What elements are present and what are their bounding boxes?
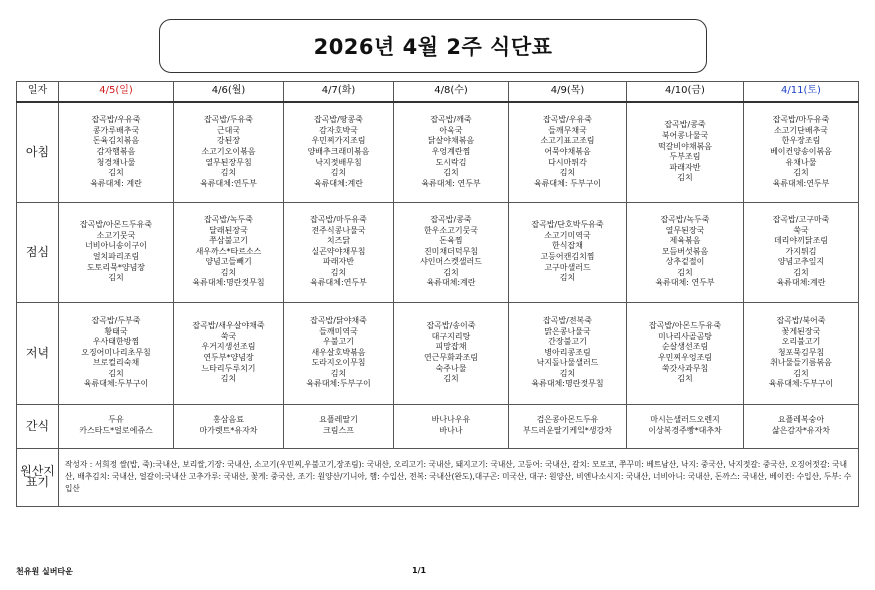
menu-item: 고등어캔김치찜	[540, 252, 595, 261]
menu-item: 잡곡밥/북어죽	[776, 315, 826, 325]
menu-item: 꽃게된장국	[781, 326, 821, 336]
menu-item: 잡곡밥/녹두죽	[660, 214, 710, 224]
menu-item: 쑥국	[220, 331, 237, 341]
menu-item: 모듬버섯볶음	[661, 246, 709, 256]
menu-item: 육류대체:명란젓무침	[192, 278, 265, 288]
menu-item: 잡곡밥/아몬드두유죽	[79, 220, 153, 230]
menu-item: 바나나	[439, 426, 463, 435]
menu-item: 열무된장국	[665, 225, 705, 235]
menu-cell-tue	[284, 202, 394, 302]
menu-table	[16, 81, 859, 507]
menu-item: 잡곡밥/단호박두유죽	[531, 220, 604, 230]
menu-item: 김치	[108, 273, 124, 283]
menu-item: 김치	[559, 168, 576, 178]
menu-item: 느타리두루치기	[201, 363, 256, 373]
menu-item: 한우소고기뭇국	[423, 225, 479, 235]
menu-cell-thu	[509, 202, 627, 302]
menu-cell-fri	[627, 202, 744, 302]
menu-item: 양념고추잎지	[777, 257, 825, 267]
menu-item: 병아리콩조림	[544, 347, 591, 357]
menu-cell-wed	[394, 202, 509, 302]
menu-cell-fri	[627, 404, 744, 448]
menu-cell-sun	[59, 404, 174, 448]
menu-item: 육류대체:계란	[426, 278, 476, 288]
menu-item: 잡곡밥/송이죽	[426, 321, 476, 331]
menu-item: 실곤약야채무침	[311, 246, 366, 256]
menu-item: 근대국	[216, 125, 241, 135]
menu-cell-thu	[509, 302, 627, 404]
menu-item: 아욱국	[439, 125, 463, 135]
menu-item: 소고기미역국	[544, 230, 591, 240]
menu-item: 바나나우유	[431, 415, 471, 425]
menu-cell-mon	[174, 202, 284, 302]
meal-label: 간식	[17, 404, 59, 448]
menu-item: 우거지생선조림	[201, 342, 256, 352]
menu-item: 육류대체:명란젓무침	[531, 379, 604, 389]
menu-item: 잡곡밥/마두유죽	[310, 214, 367, 224]
menu-cell-sat	[744, 102, 859, 202]
menu-item: 소고기표고조림	[540, 136, 595, 146]
menu-item: 우민찌우엉조림	[657, 353, 713, 362]
menu-item: 소고기뭇국	[96, 230, 136, 240]
day-header-fri: 4/10(금)	[627, 82, 744, 103]
menu-item: 크림스프	[323, 426, 354, 435]
menu-item: 소고기오이볶음	[201, 146, 256, 156]
menu-item: 잡곡밥/두유죽	[203, 115, 254, 125]
menu-item: 오리불고기	[781, 337, 821, 347]
menu-item: 대구지리탕	[431, 331, 471, 341]
menu-item: 황태국	[104, 326, 128, 336]
menu-item: 콩가루배추국	[92, 125, 140, 135]
menu-item: 잡곡밥/깨죽	[430, 115, 472, 125]
menu-cell-thu	[509, 102, 627, 202]
menu-cell-wed	[394, 404, 509, 448]
meal-row	[17, 404, 859, 448]
menu-item: 이상복경주빵*대추차	[648, 426, 722, 435]
menu-item: 육류대체: 계란	[90, 178, 142, 188]
menu-item: 김치	[330, 368, 347, 378]
menu-item: 도시락김	[435, 157, 467, 167]
day-header-wed: 4/8(수)	[394, 82, 509, 103]
menu-item: 상추겉절이	[665, 257, 705, 267]
menu-item: 전주식콩나물국	[311, 225, 366, 235]
menu-item: 우엉계란찜	[431, 146, 471, 156]
menu-item: 데리야끼닭조림	[773, 236, 829, 246]
title-box	[159, 19, 707, 73]
menu-item: 육류대체:연두부	[772, 178, 830, 188]
menu-cell-sat	[744, 302, 859, 404]
menu-item: 낙지젓배무침	[315, 157, 362, 167]
menu-item: 간장불고기	[548, 337, 587, 347]
menu-item: 맑은콩나물국	[544, 326, 591, 336]
menu-item: 잡곡밥/두부죽	[91, 315, 141, 325]
menu-item: 쑥갓사과무침	[661, 363, 709, 373]
menu-item: 김치	[330, 267, 347, 277]
menu-item: 낙지돌나물샐러드	[536, 358, 599, 368]
meal-row	[17, 202, 859, 302]
menu-cell-thu	[509, 404, 627, 448]
menu-cell-mon	[174, 302, 284, 404]
meal-body	[17, 102, 859, 448]
menu-cell-tue	[284, 404, 394, 448]
menu-item: 다시마튀각	[548, 157, 587, 167]
menu-item: 양배추크래미볶음	[307, 146, 370, 156]
menu-cell-fri	[627, 102, 744, 202]
menu-item: 달래된장국	[209, 225, 248, 235]
meal-label: 점심	[17, 202, 59, 302]
menu-item: 고구마샐러드	[544, 262, 591, 272]
menu-item: 잡곡밥/새우살야채죽	[192, 321, 265, 331]
menu-item: 카스타드*얼로에쥬스	[79, 426, 153, 435]
menu-item: 김치	[677, 374, 693, 384]
menu-cell-mon	[174, 404, 284, 448]
menu-item: 요플레딸기	[319, 415, 358, 425]
menu-item: 도토리묵*양념장	[86, 262, 146, 272]
menu-item: 잡곡밥/마두유죽	[772, 115, 830, 125]
menu-item: 청포묵김무침	[777, 347, 825, 357]
day-header-tue: 4/7(화)	[284, 82, 394, 103]
day-header-thu: 4/9(목)	[509, 82, 627, 103]
menu-item: 김치	[793, 168, 809, 178]
menu-item: 육류대체:계란	[776, 278, 826, 288]
menu-item: 감자호박국	[319, 125, 358, 135]
menu-item: 쭈삼불고기	[209, 236, 248, 246]
menu-item: 양념고들빼기	[205, 257, 252, 267]
menu-item: 육류대체: 연두부	[421, 178, 481, 188]
menu-item: 검은콩아몬드두유	[536, 415, 599, 425]
menu-item: 얼치파리조림	[92, 252, 140, 261]
menu-item: 김치	[443, 267, 459, 277]
footer-organization: 천유원 실버타운	[16, 567, 73, 576]
menu-item: 김치	[443, 374, 459, 384]
menu-item: 파래자반	[669, 162, 701, 172]
menu-item: 돈육찜	[439, 236, 463, 246]
menu-item: 취나물들기름볶음	[770, 358, 832, 368]
menu-item: 잡곡밥/땅콩죽	[313, 115, 364, 125]
menu-item: 들깨미역국	[319, 326, 358, 336]
menu-item: 잡곡밥/녹두죽	[203, 214, 254, 224]
meal-label: 저녁	[17, 302, 59, 404]
menu-item: 들깨무채국	[548, 125, 587, 135]
menu-item: 제육볶음	[669, 236, 701, 246]
menu-cell-sat	[744, 202, 859, 302]
menu-item: 잡곡밥/우유죽	[91, 115, 141, 125]
menu-item: 육류대체:연두부	[200, 178, 257, 188]
menu-item: 잡곡밥/콩죽	[430, 214, 472, 224]
menu-cell-sat	[744, 404, 859, 448]
menu-item: 닭살야채볶음	[427, 136, 475, 146]
menu-item: 김치	[108, 168, 124, 178]
menu-item: 강된장	[216, 136, 241, 146]
menu-item: 브로컬리숙채	[92, 358, 140, 368]
menu-item: 김치	[330, 168, 347, 178]
menu-cell-sun	[59, 302, 174, 404]
menu-item: 잡곡밥/아몬드두유죽	[648, 321, 722, 331]
origin-row	[17, 448, 859, 506]
day-header-mon: 4/6(월)	[174, 82, 284, 103]
menu-item: 돈육김치볶음	[92, 136, 140, 146]
menu-item: 요플레복숭아	[777, 415, 825, 425]
day-header-sun: 4/5(일)	[59, 82, 174, 103]
page-title: 2026년 4월 2주 식단표	[313, 35, 553, 59]
menu-item: 김치	[677, 267, 693, 277]
menu-item: 피망잡채	[435, 342, 467, 352]
menu-cell-tue	[284, 102, 394, 202]
menu-item: 홍삼음료	[213, 415, 244, 425]
menu-item: 오징어미나리초무침	[81, 347, 151, 357]
menu-item: 청경채나물	[96, 157, 136, 167]
menu-item: 연근무화과조림	[423, 353, 479, 362]
menu-item: 김치	[220, 267, 237, 277]
date-label: 일자	[17, 82, 59, 103]
menu-item: 김치	[220, 374, 237, 384]
menu-item: 두유	[108, 415, 124, 425]
meal-row	[17, 102, 859, 202]
menu-item: 잡곡밥/전복죽	[542, 315, 593, 325]
menu-item: 새우까스*타르소스	[195, 246, 262, 256]
menu-item: 너비아니송이구이	[85, 241, 147, 251]
menu-item: 떡갈비야채볶음	[657, 141, 713, 151]
menu-item: 샤인머스켓샐러드	[420, 257, 482, 267]
menu-item: 마시는샐러드오렌지	[650, 415, 720, 425]
menu-item: 육류대체:두부구이	[83, 379, 149, 389]
menu-item: 감자햄볶음	[96, 146, 136, 156]
menu-item: 김치	[559, 273, 576, 283]
menu-item: 한식잡채	[552, 241, 583, 251]
menu-item: 김치	[559, 368, 576, 378]
menu-item: 육류대체:두부구이	[768, 379, 834, 389]
origin-label: 원산지 표기	[17, 448, 59, 506]
menu-item: 치즈닭	[326, 236, 351, 246]
menu-item: 김치	[677, 173, 693, 183]
menu-item: 가지튀김	[785, 246, 817, 256]
menu-item: 연두부*양념장	[203, 353, 254, 362]
menu-item: 북어콩나물국	[661, 131, 709, 141]
meal-row	[17, 302, 859, 404]
meal-label: 아침	[17, 102, 59, 202]
menu-item: 육류대체:연두부	[310, 278, 367, 288]
menu-item: 잡곡밥/고구마죽	[772, 214, 830, 224]
menu-cell-wed	[394, 302, 509, 404]
day-header-sat: 4/11(토)	[744, 82, 859, 103]
menu-item: 우사태한방찜	[92, 337, 140, 347]
origin-text: 작성자 : 서희정 쌀(밥, 죽):국내산, 보리쌀,기장: 국내산, 소고기(우민찌,우불고기,장조림): 국내산, 오리고기: 국내산, 돼지고기: 국내산, 고등어: 국내산, 갈치: 모로코, 쭈꾸미: 베트남산, 낙지: 중국산, 낙지젓갈: 중국산, 오징어젓갈: 국내산, 배추김치: 국내산, 얼갈이:국내산 고추가루: 국내산, 꽃게: 중국산, 조기: 원양산/기니아, 햄: 수입산, 전복: 국내산(완도),대구곤: 미국산, 대구: 원양산, 비엔나소시지: 국내산, 너비아니: 국내산, 돈까스: 국내산, 베이컨: 수입산, 두부: 수입산	[59, 448, 859, 506]
menu-cell-sun	[59, 202, 174, 302]
menu-item: 잡곡밥/닭야채죽	[310, 315, 367, 325]
menu-item: 잡곡밥/콩죽	[664, 120, 706, 130]
menu-item: 숙주나물	[435, 363, 467, 373]
menu-item: 김치	[793, 368, 809, 378]
menu-item: 새우살호박볶음	[311, 347, 366, 357]
menu-item: 순살생선조림	[661, 342, 709, 352]
menu-item: 소고기단배추국	[773, 125, 829, 135]
menu-item: 김치	[793, 267, 809, 277]
menu-item: 김치	[108, 368, 124, 378]
menu-item: 우불고기	[323, 337, 354, 347]
menu-item: 삶은감자*유자차	[771, 426, 831, 435]
menu-item: 진미채더덕무침	[423, 246, 479, 256]
header-row	[17, 82, 859, 103]
menu-item: 육류대체: 연두부	[655, 278, 715, 288]
menu-item: 미나리사골곰탕	[657, 331, 713, 341]
menu-item: 한우장조림	[781, 136, 821, 146]
menu-cell-sun	[59, 102, 174, 202]
menu-cell-mon	[174, 102, 284, 202]
menu-item: 김치	[220, 168, 237, 178]
menu-item: 열무된장무침	[205, 157, 252, 167]
menu-item: 도라지오이무침	[311, 358, 366, 368]
menu-item: 김치	[443, 168, 459, 178]
menu-item: 부드러운딸기케잌*생강차	[522, 426, 612, 435]
menu-item: 파래자반	[323, 257, 354, 267]
menu-item: 잡곡밥/우유죽	[542, 115, 593, 125]
menu-item: 마가렛트*유자차	[199, 426, 258, 435]
menu-item: 유채나물	[785, 157, 817, 167]
menu-cell-tue	[284, 302, 394, 404]
menu-item: 베이컨양송이볶음	[770, 146, 832, 156]
menu-item: 우민찌가지조림	[311, 136, 366, 146]
menu-item: 어묵야채볶음	[544, 146, 591, 156]
footer-page-number: 1/1	[412, 566, 427, 575]
menu-item: 두부조림	[669, 152, 701, 162]
menu-cell-fri	[627, 302, 744, 404]
menu-item: 육류대체:두부구이	[306, 379, 371, 389]
menu-item: 육류대체: 두부구이	[533, 178, 602, 188]
menu-item: 쑥국	[793, 225, 809, 235]
menu-item: 육류대체:계란	[313, 178, 364, 188]
menu-cell-wed	[394, 102, 509, 202]
